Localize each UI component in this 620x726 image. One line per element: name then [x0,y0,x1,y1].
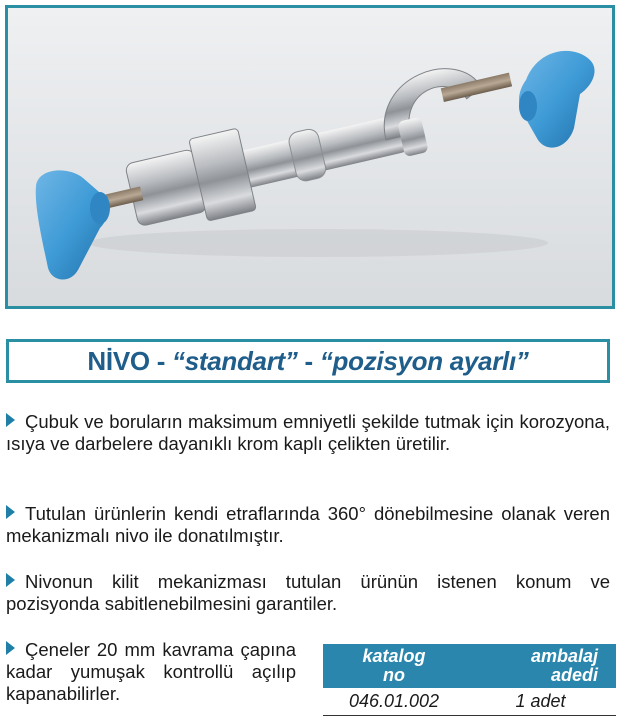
chevron-right-icon [6,413,15,427]
table-row [323,688,616,716]
title-separator: - [297,345,320,376]
title-separator: - [149,345,173,376]
feature-text: Tutulan ürünlerin kendi etraflarında 360° dönebilmesine olanak veren mekanizmalı nivo ile donatılmıştır. [6,503,610,546]
boss-head-clamp-icon [8,8,612,306]
feature-bullet [6,503,610,547]
feature-text: Çeneler 20 mm kavrama çapına kadar yumuşak kontrollü açılıp kapanabilirler. [6,639,296,704]
variant-standart: “standart” [172,345,298,376]
catalog-table [323,644,616,716]
product-title [6,339,610,383]
feature-bullet [6,571,610,615]
feature-bullet [6,411,610,455]
column-header-katalog-no: katalog no [323,644,465,688]
feature-text: Çubuk ve boruların maksimum emniyetli şekilde tutmak için korozyona, ısıya ve darbelere dayanıklı krom kaplı çelikten üretilir. [6,411,610,454]
variant-pozisyon-ayarli: “pozisyon ayarlı” [319,345,529,376]
product-photo [5,5,615,309]
package-quantity-cell: 1 adet [465,688,616,716]
feature-bullet [6,639,296,705]
chevron-right-icon [6,573,15,587]
column-header-ambalaj-adedi: ambalaj adedi [465,644,616,688]
catalog-number-cell: 046.01.002 [323,688,465,716]
feature-text: Nivonun kilit mekanizması tutulan ürünün istenen konum ve pozisyonda sabitlenebilmesini garantiler. [6,571,610,614]
table-header-row [323,644,616,688]
chevron-right-icon [6,641,15,655]
chevron-right-icon [6,505,15,519]
product-name: NİVO [87,345,150,376]
